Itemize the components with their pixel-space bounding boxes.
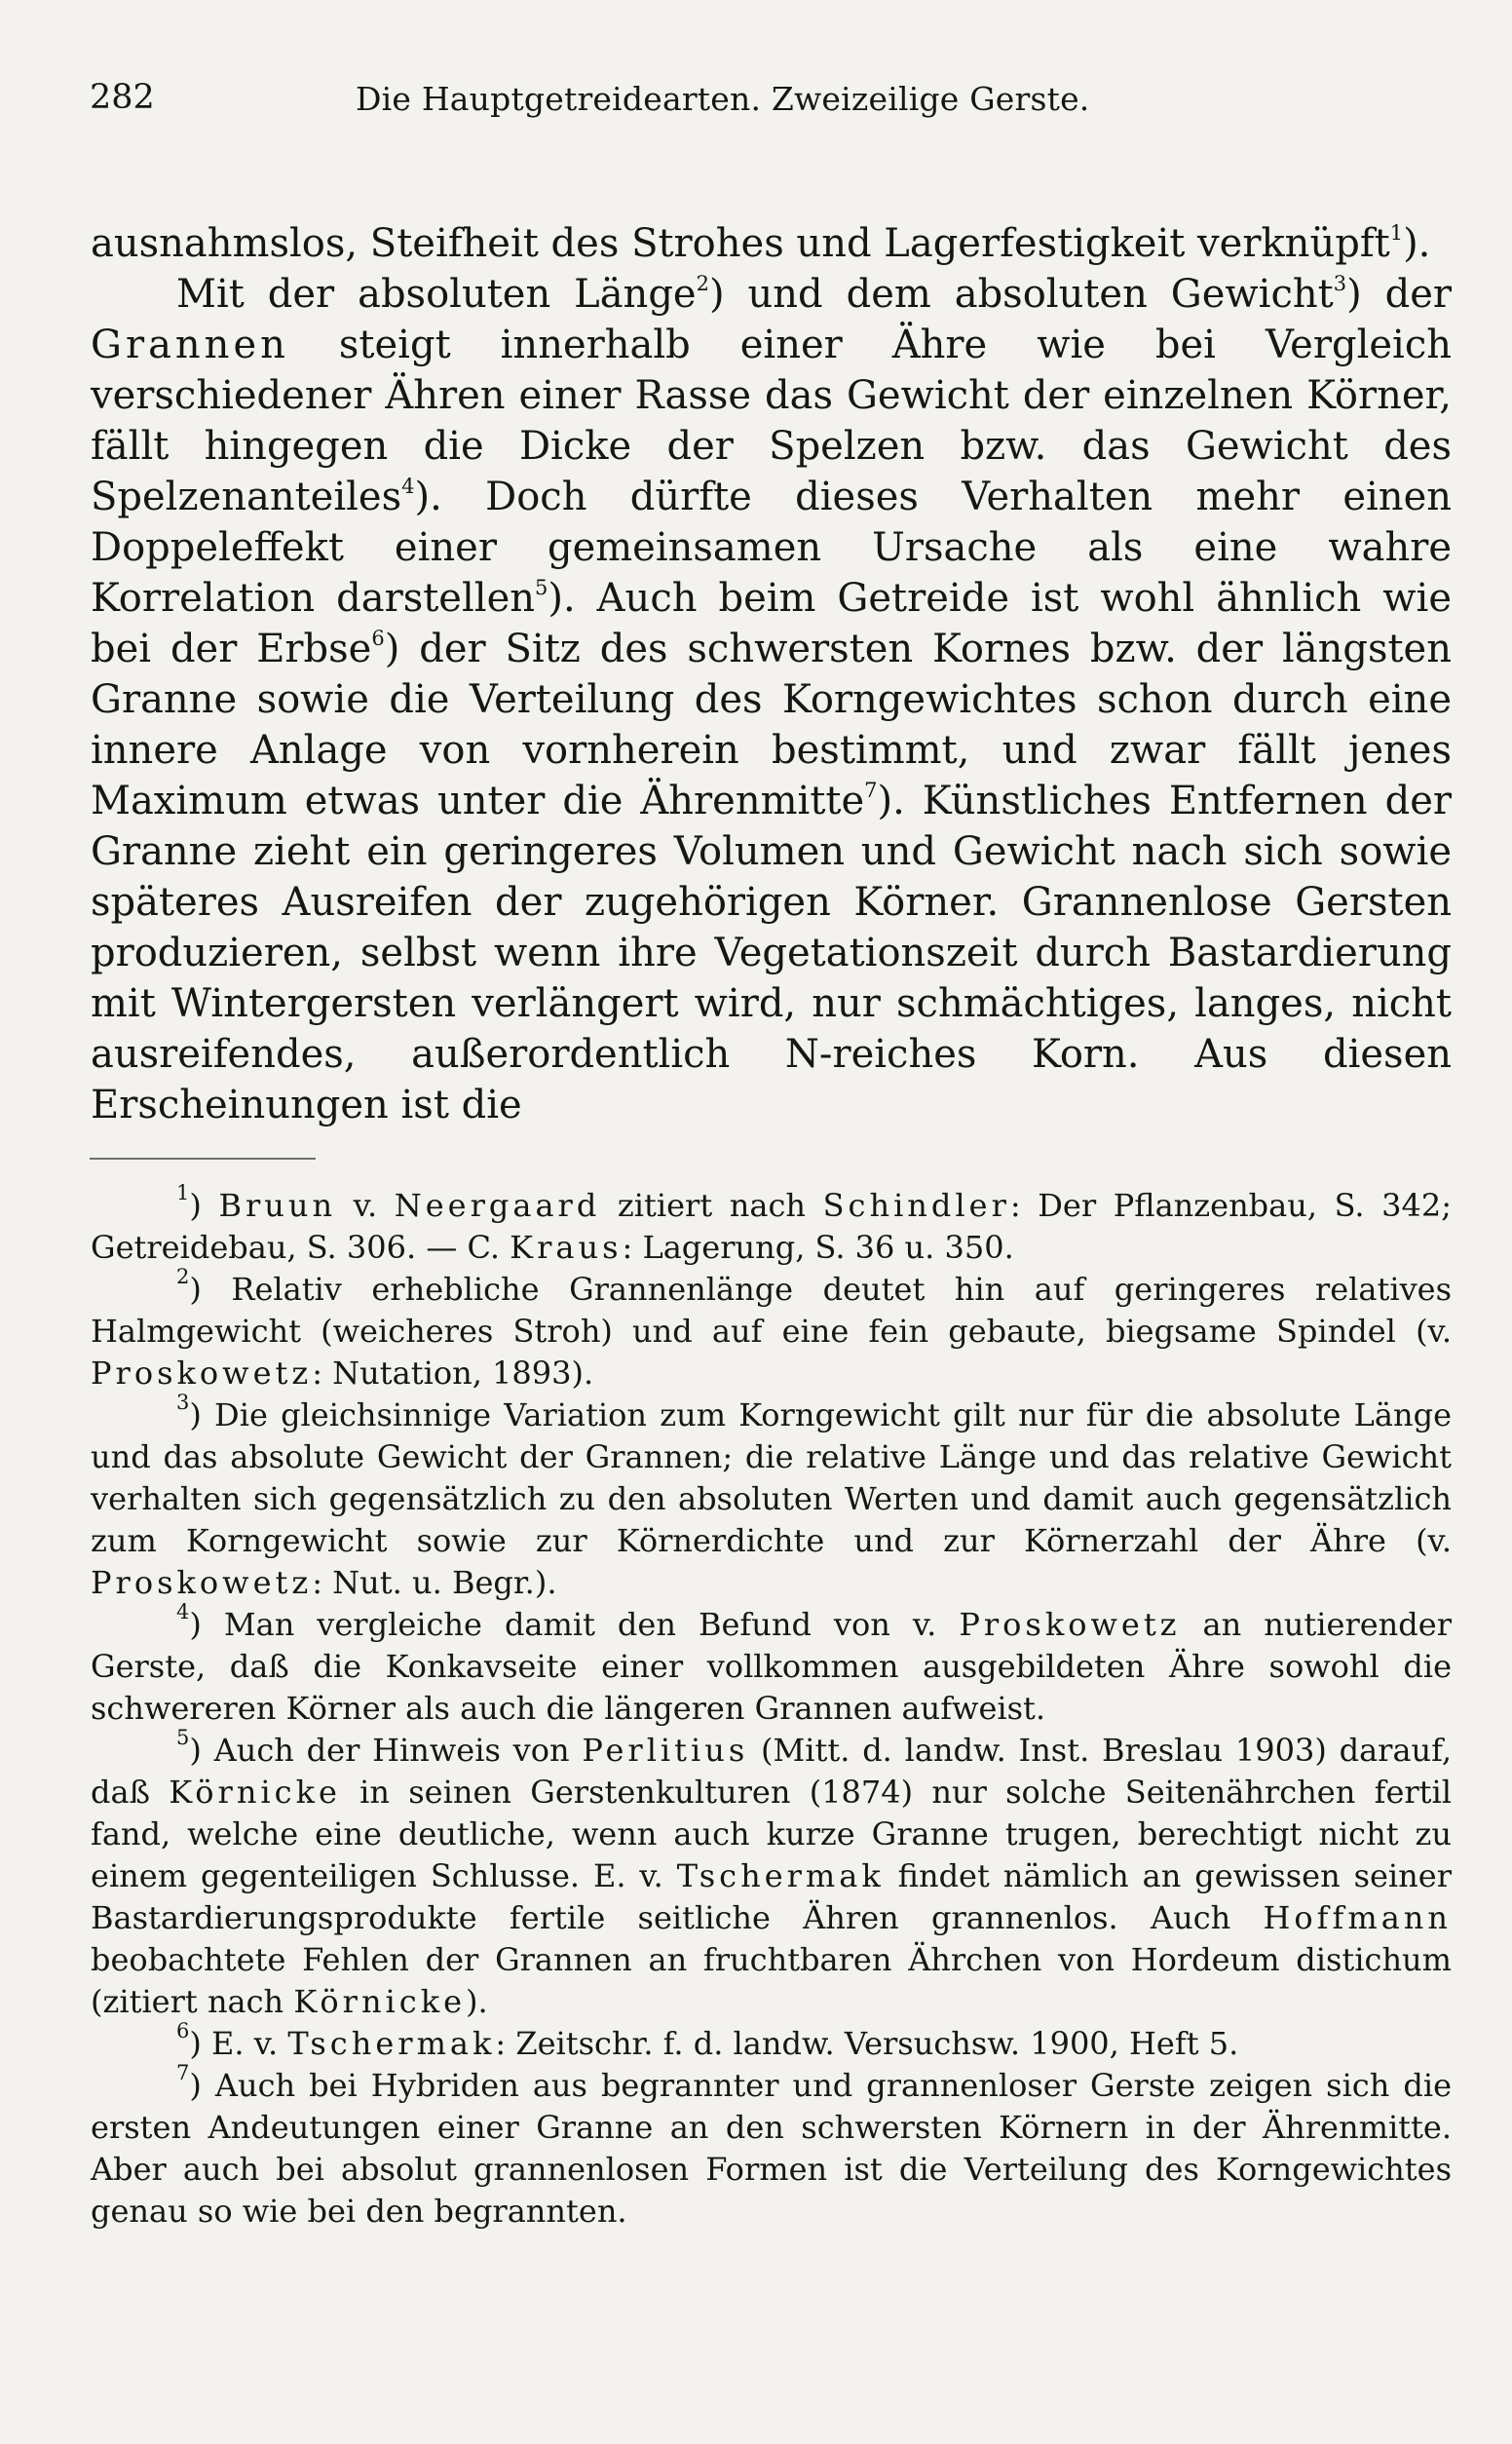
fn1-text-c: zitiert nach	[600, 1187, 823, 1224]
fn3-text-a: ) Die gleichsinnige Variation zum Korngewicht gilt nur für die absolute Länge und das absolute Gewicht der Grannen; die relative Länge und das relative Gewicht verhalten sich gegensätzlich zu den absoluten Werten und damit auch gegensätzlich zum Korngewicht sowie zur Körnerdichte und zur Körnerzahl der Ähre (v.	[91, 1396, 1452, 1559]
fn5-name-hoffmann: Hoffmann	[1263, 1899, 1452, 1936]
fn1-text-a: )	[189, 1187, 219, 1224]
p2-text-a: Mit der absoluten Länge	[176, 272, 697, 317]
fn1-name-neergaard: Neergaard	[394, 1187, 601, 1224]
fn1-text-d: : Der Pflanzenbau, S. 342; Getreidebau, S. 306. — C.	[91, 1187, 1453, 1266]
footnote-3	[91, 1391, 1452, 1604]
fn5-text-f: ).	[466, 1983, 488, 2020]
fn6-text-b: : Zeitschr. f. d. landw. Versuchsw. 1900, Heft 5.	[495, 2025, 1239, 2062]
fn2-text-a: ) Relativ erhebliche Grannenlänge deutet hin auf geringeres relatives Halmgewicht (weicheres Stroh) und auf eine fein gebaute, biegsame Spindel (v.	[91, 1271, 1452, 1350]
p2-text-b: ) und dem absoluten Gewicht	[708, 272, 1334, 317]
fn6-text-a: ) E. v.	[189, 2025, 288, 2062]
fn5-text-c: in seinen Gerstenkulturen (1874) nur solche Seitenährchen fertil fand, welche eine deutliche, wenn auch kurze Granne trugen, berechtigt nicht zu einem gegenteiligen Schlusse. E. v.	[91, 1774, 1453, 1894]
paragraph-2	[91, 269, 1452, 1130]
fn5-name-koernicke: Körnicke	[169, 1774, 341, 1811]
fn2-name-proskowetz: Proskowetz	[91, 1355, 313, 1392]
p1-text: ausnahmslos, Steifheit des Strohes und Lagerfestigkeit verknüpft	[91, 221, 1390, 266]
fn1-text-b: v.	[336, 1187, 395, 1224]
footnote-5	[91, 1726, 1453, 2023]
running-head: Die Hauptgetreidearten. Zweizeilige Gerste.	[356, 80, 1090, 118]
fn1-text-e: : Lagerung, S. 36 u. 350.	[622, 1229, 1014, 1266]
fn5-text-e: beobachtete Fehlen der Grannen an fruchtbaren Ährchen von Hordeum distichum (zitiert nach	[91, 1941, 1452, 2020]
fn2-text-b: : Nutation, 1893).	[312, 1355, 594, 1392]
fn3-name-proskowetz: Proskowetz	[91, 1564, 313, 1601]
fn4-name-proskowetz: Proskowetz	[959, 1606, 1181, 1643]
footnote-7	[91, 2061, 1452, 2233]
footnote-separator	[90, 1158, 316, 1160]
fn5-name-perlitius: Perlitius	[582, 1732, 749, 1769]
footnote-ref-6: 6	[371, 627, 385, 650]
footnote-ref-1: 1	[1389, 221, 1404, 245]
fn4-text-b: an nutierender Gerste, daß die Konkavseite einer vollkommen ausgebildeten Ähre sowohl die schwereren Körner als auch die längeren Grannen aufweist.	[91, 1606, 1453, 1727]
footnote-ref-7: 7	[864, 779, 878, 802]
fn5-text-a: ) Auch der Hinweis von	[189, 1732, 583, 1769]
footnote-2-number: 2	[176, 1265, 190, 1288]
fn6-name-tschermak: Tschermak	[287, 2025, 496, 2062]
footnote-6	[91, 2019, 1452, 2065]
fn5-name-tschermak: Tschermak	[676, 1857, 885, 1894]
p2-text-h: ). Künstliches Entfernen der Granne zieht ein geringeres Volumen und Gewicht nach sich sowie späteres Ausreifen der zugehörigen Körner. Grannenlose Gersten produzieren, selbst wenn ihre Vegetationszeit durch Bastardierung mit Wintergersten verlängert wird, nur schmächtiges, langes, nicht ausreifendes, außerordentlich N-reiches Korn. Aus diesen Erscheinungen ist die	[91, 779, 1452, 1127]
fn1-name-bruun: Bruun	[218, 1187, 337, 1224]
main-text	[91, 218, 1452, 1130]
footnote-ref-2: 2	[696, 272, 709, 295]
p1-end: ).	[1403, 221, 1431, 266]
footnote-1	[91, 1181, 1453, 1269]
footnote-1-number: 1	[176, 1181, 190, 1204]
footnote-3-number: 3	[176, 1391, 190, 1414]
p2-text-f: ). Auch beim Getreide ist wohl ähnlich wie bei der Erbse	[91, 576, 1452, 671]
paragraph-1	[91, 218, 1452, 269]
fn3-text-b: : Nut. u. Begr.).	[312, 1564, 557, 1601]
p2-text-e: ). Doch dürfte dieses Verhalten mehr einen Doppeleffekt einer gemeinsamen Ursache als eine wahre Korrelation darstellen	[91, 475, 1452, 621]
fn7-text-a: ) Auch bei Hybriden aus begrannter und grannenloser Gerste zeigen sich die ersten Andeutungen einer Granne an den schwersten Körnern in der Ährenmitte. Aber auch bei absolut grannenlosen Formen ist die Verteilung des Korngewichtes genau so wie bei den begrannten.	[91, 2067, 1452, 2230]
fn1-name-kraus: Kraus	[510, 1229, 623, 1266]
fn1-name-schindler: Schindler	[822, 1187, 1010, 1224]
footnote-7-number: 7	[176, 2061, 190, 2084]
fn5-text-d: findet nämlich an gewissen seiner Bastardierungsprodukte fertile seitliche Ähren grannenlos. Auch	[91, 1857, 1452, 1936]
footnotes	[91, 1181, 1453, 2233]
footnote-ref-4: 4	[401, 475, 415, 498]
page-number: 282	[90, 78, 155, 117]
fn4-text-a: ) Man vergleiche damit den Befund von v.	[189, 1606, 960, 1643]
footnote-ref-3: 3	[1333, 272, 1347, 295]
footnote-6-number: 6	[176, 2019, 190, 2043]
footnote-5-number: 5	[176, 1726, 190, 1749]
footnote-2	[91, 1265, 1452, 1394]
p2-text-c: ) der	[1346, 272, 1452, 317]
footnote-ref-5: 5	[535, 576, 548, 599]
p2-text-d: steigt innerhalb einer Ähre wie bei Vergleich verschiedener Ähren einer Rasse das Gewicht der einzelnen Körner, fällt hingegen die Dicke der Spelzen bzw. das Gewicht des Spelzenanteiles	[91, 323, 1452, 519]
p2-text-g: ) der Sitz des schwersten Kornes bzw. der längsten Granne sowie die Verteilung des Korngewichtes schon durch eine innere Anlage von vornherein bestimmt, und zwar fällt jenes Maximum etwas unter die Ährenmitte	[91, 627, 1452, 823]
footnote-4	[91, 1600, 1453, 1730]
p2-spaced-grannen: Grannen	[91, 323, 289, 367]
fn5-name-koernicke-2: Körnicke	[293, 1983, 467, 2020]
fn5-text-b: (Mitt. d. landw. Inst. Breslau 1903) darauf, daß	[91, 1732, 1453, 1811]
page-header	[78, 60, 1454, 119]
footnote-4-number: 4	[176, 1600, 190, 1623]
